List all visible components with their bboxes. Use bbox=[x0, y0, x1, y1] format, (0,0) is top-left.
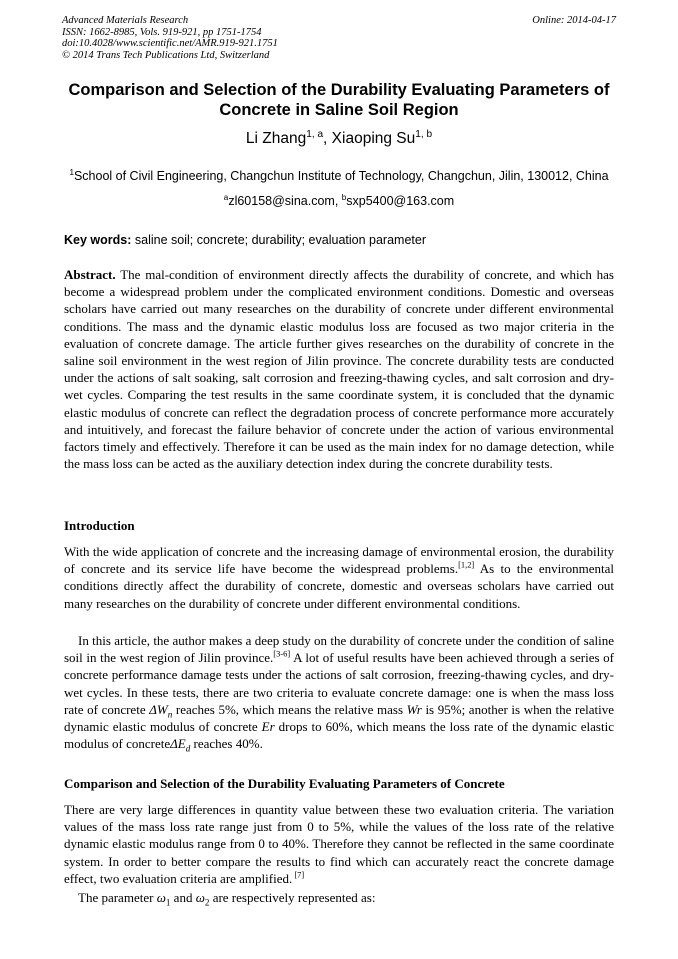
paragraph-text: is 95%; another is when the relative dynamic elastic modulus of concrete bbox=[64, 701, 614, 735]
paragraph-text: As to the environmental conditions directly affect the durability of concrete, domestic and overseas scholars have carried out many researches on the durability of concrete under different environmental conditions. bbox=[64, 561, 615, 611]
math-symbol: ΔW bbox=[149, 701, 168, 717]
affiliation-text: School of Civil Engineering, Changchun Institute of Technology, Changchun, Jilin, 130012, China bbox=[73, 169, 609, 183]
doi-line: doi:10.4028/www.scientific.net/AMR.919-921.1751 bbox=[62, 38, 278, 49]
intro-paragraph-1 bbox=[64, 543, 614, 612]
section-heading-introduction: Introduction bbox=[64, 518, 135, 533]
abstract bbox=[64, 266, 614, 472]
abstract-label: Abstract. bbox=[64, 267, 116, 282]
math-subscript: d bbox=[185, 743, 191, 754]
paragraph-text: There are very large differences in quantity value between these two evaluation criteria. The variation values of the mass loss rate range just from 0 to 5%, while the values of the loss rate of the relative dynamic elastic modulus range from 0 to 40%. Therefore they cannot be reflected in the same coordinate system. In order to better compare the results to find which can accurately react the concrete damage effect, two evaluation criteria are amplified. bbox=[64, 802, 614, 886]
intro-paragraph-2 bbox=[64, 632, 614, 752]
paragraph-text: The parameter bbox=[78, 890, 157, 905]
copyright-line: © 2014 Trans Tech Publications Ltd, Switzerland bbox=[62, 49, 270, 61]
math-subscript: n bbox=[167, 709, 173, 720]
math-subscript: 1 bbox=[165, 897, 171, 908]
paragraph-text: In this article, the author makes a deep study on the durability of concrete under the condition of saline soil in the west region of Jilin province. bbox=[64, 633, 614, 666]
paragraph-text: are respectively represented as: bbox=[209, 890, 376, 905]
affiliation-mark: 1 bbox=[69, 167, 74, 177]
paragraph-text: and bbox=[170, 890, 196, 905]
email-mark: a bbox=[223, 192, 229, 202]
abstract-text: The mal-condition of environment directly affects the durability of concrete, and which has become a widespread problem under the complicated environment conditions. Domestic and overseas scholars have carried out many researches on the durability of concrete under different environmental conditions. The mass and the dynamic elastic modulus loss are focused as two major criteria in the evaluation of concrete damage. The article further gives researches on the durability of concrete in the saline soil environment in the west region of Jilin province. The concrete durability tests are conducted under the actions of salt soaking, salt corrosion and freezing-thawing cycles, and salt corrosion and dry-wet cycles. Comparing the test results in the same coordinate system, it is concluded that the dynamic elastic modulus of concrete can reflect the degradation process of concrete performance more accurately and intuitively, and forecast the failure behavior of concrete under the action of various environmental factors timely and effectively. Therefore it can be used as the main index for no damage detection, while the mass loss can be acted as the auxiliary detection index during the concrete durability tests. bbox=[64, 267, 614, 472]
email-mark: b bbox=[341, 192, 347, 202]
journal-header bbox=[62, 15, 616, 61]
paragraph-text: reaches 5%, which means the relative mass bbox=[172, 701, 407, 717]
citation[interactable]: [3-6] bbox=[273, 648, 291, 659]
author-separator: , bbox=[323, 130, 332, 147]
author-emails bbox=[62, 193, 616, 209]
paper-title: Comparison and Selection of the Durability Evaluating Parameters of Concrete in Saline Soil Region bbox=[68, 81, 610, 119]
paragraph-text: With the wide application of concrete and the increasing damage of environmental erosion, the durability of concrete and its service life have become the widespread problems. bbox=[64, 544, 614, 577]
math-symbol: ω bbox=[195, 890, 205, 905]
issn-line: ISSN: 1662-8985, Vols. 919-921, pp 1751-1754 bbox=[62, 26, 262, 38]
author-name: Xiaoping Su bbox=[331, 130, 416, 147]
author-affiliation-mark: 1, b bbox=[415, 128, 433, 140]
online-date: Online: 2014-04-17 bbox=[532, 15, 616, 26]
math-symbol: Wr bbox=[406, 701, 422, 717]
math-symbol: ΔE bbox=[170, 736, 186, 752]
paragraph-text: reaches 40%. bbox=[190, 736, 263, 752]
email-link[interactable]: zl60158@sina.com bbox=[228, 194, 335, 208]
math-subscript: 2 bbox=[204, 897, 210, 908]
keywords-text: saline soil; concrete; durability; evaluation parameter bbox=[131, 233, 426, 247]
paragraph-text: drops to 60%, which means the loss rate of the dynamic elastic modulus of concrete bbox=[64, 719, 614, 752]
keywords bbox=[64, 232, 614, 248]
keywords-label: Key words: bbox=[64, 233, 132, 247]
citation[interactable]: [7] bbox=[292, 869, 305, 880]
author-name: Li Zhang bbox=[245, 130, 307, 147]
comparison-paragraph-1 bbox=[64, 801, 614, 887]
affiliation bbox=[62, 168, 616, 184]
email-separator: , bbox=[334, 194, 342, 208]
section-heading-comparison: Comparison and Selection of the Durability Evaluating Parameters of Concrete bbox=[64, 776, 505, 791]
math-symbol: ω bbox=[156, 890, 166, 905]
paragraph-text: A lot of useful results have been achieved through a series of concrete performance damage tests under the actions of salt corrosion, freezing-thawing cycles, and dry-wet cycles. In these tests, there are two criteria to evaluate concrete damage: one is when the mass loss rate of concrete bbox=[64, 650, 614, 717]
comparison-paragraph-2 bbox=[64, 889, 614, 906]
citation[interactable]: [1,2] bbox=[458, 559, 475, 570]
author-list bbox=[62, 129, 616, 149]
journal-name: Advanced Materials Research bbox=[62, 15, 189, 26]
author-affiliation-mark: 1, a bbox=[306, 128, 324, 140]
email-link[interactable]: sxp5400@163.com bbox=[346, 194, 455, 208]
math-symbol: Er bbox=[261, 719, 275, 735]
